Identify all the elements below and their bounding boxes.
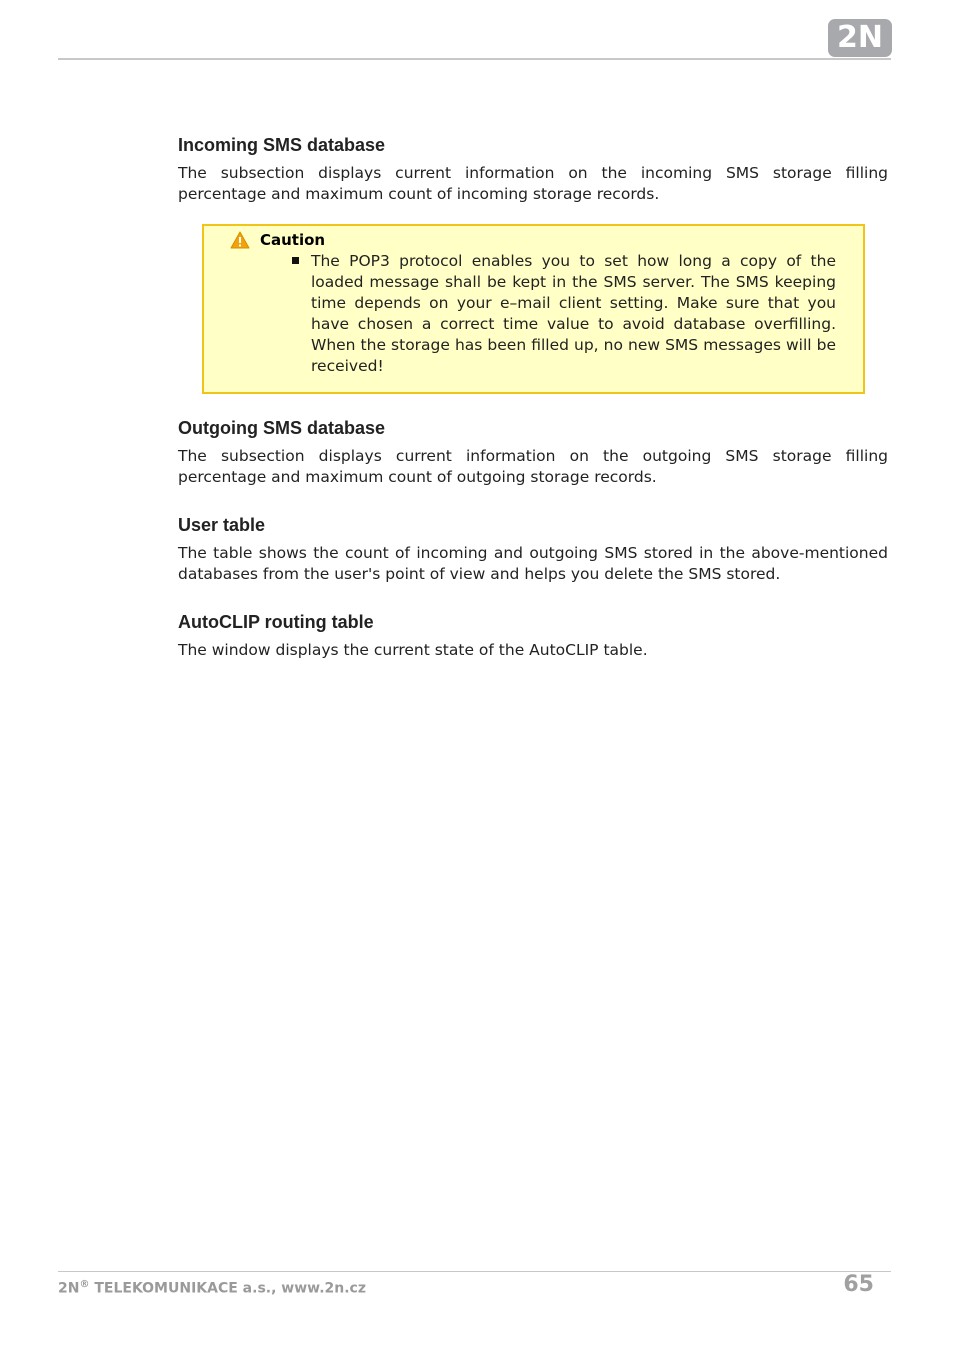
warning-triangle-icon xyxy=(230,231,250,249)
caution-title: Caution xyxy=(260,231,326,249)
section-body: The subsection displays current information on the outgoing SMS storage filling percentage and maximum count of outgoing storage records. xyxy=(178,447,888,486)
footer-divider xyxy=(58,1271,891,1272)
section-autoclip xyxy=(178,610,888,661)
section-body: The window displays the current state of the AutoCLIP table. xyxy=(178,641,648,659)
section-user-table xyxy=(178,513,888,585)
page-content xyxy=(178,133,888,661)
section-title: Incoming SMS database xyxy=(178,135,386,155)
header-divider xyxy=(58,58,891,60)
caution-header xyxy=(230,230,836,250)
registered-mark: ® xyxy=(79,1279,90,1290)
footer-company xyxy=(58,1279,366,1297)
section-title: User table xyxy=(178,515,266,535)
section-outgoing-sms xyxy=(178,416,888,488)
section-title: AutoCLIP routing table xyxy=(178,612,374,632)
company-logo xyxy=(828,19,892,57)
caution-list-item xyxy=(311,251,836,377)
section-body: The subsection displays current information on the incoming SMS storage filling percentage and maximum count of incoming storage records. xyxy=(178,164,888,203)
bullet-square-icon xyxy=(292,257,299,264)
page-number: 65 xyxy=(843,1272,874,1297)
footer-brand: 2N xyxy=(58,1280,80,1297)
section-incoming-sms xyxy=(178,133,888,205)
section-body: The table shows the count of incoming and outgoing SMS stored in the above-mentioned databases from the user's point of view and helps you delete the SMS stored. xyxy=(178,544,888,583)
logo-text: 2N xyxy=(837,20,883,55)
section-title: Outgoing SMS database xyxy=(178,418,386,438)
caution-text: The POP3 protocol enables you to set how long a copy of the loaded message shall be kept in the SMS server. The SMS keeping time depends on your e–mail client setting. Make sure that you have chosen a correct time value to avoid database overfilling. When the storage has been filled up, no new SMS messages will be received! xyxy=(311,252,836,375)
footer-company-text: TELEKOMUNIKACE a.s., www.2n.cz xyxy=(89,1280,366,1297)
caution-box xyxy=(202,224,865,394)
